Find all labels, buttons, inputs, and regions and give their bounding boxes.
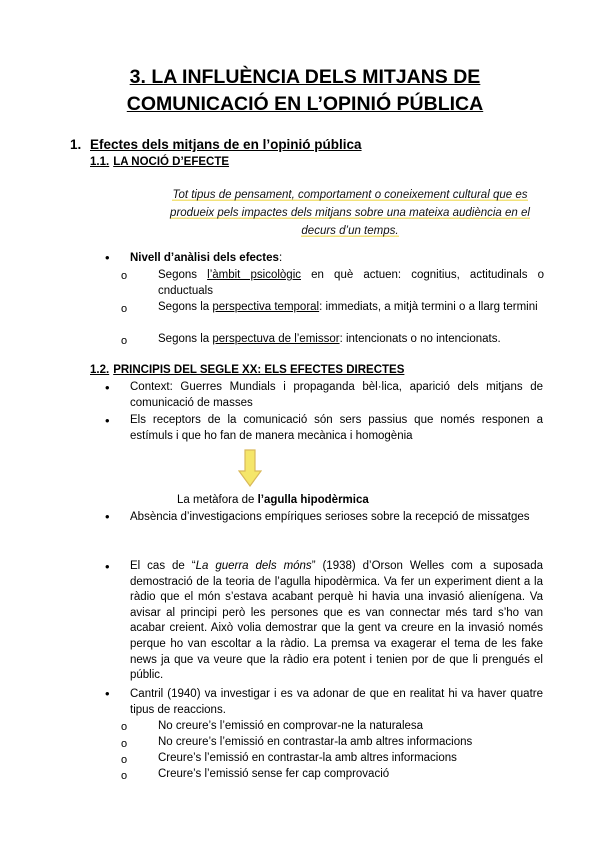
bullet-marker: • <box>105 380 110 395</box>
bullet-marker: • <box>105 686 110 701</box>
circle-marker: o <box>121 770 128 782</box>
circle-marker: o <box>121 738 128 750</box>
bullet-marker: • <box>105 559 110 574</box>
section-1-heading <box>70 136 362 153</box>
level-term: perspectiva temporal <box>212 301 320 313</box>
section-1-number: 1. <box>70 137 82 152</box>
page-title-line-2: COMUNICACIÓ EN L’OPINIÓ PÚBLICA <box>126 93 484 115</box>
circle-marker: o <box>121 721 128 733</box>
subsection-1-2-title: PRINCIPIS DEL SEGLE XX: ELS EFECTES DIRECTES <box>113 364 405 376</box>
cantril-bullet: Cantril (1940) va investigar i es va adonar de que en realitat hi va haver quatre tipus de reaccions. <box>130 688 543 716</box>
levels-colon: : <box>278 252 283 264</box>
level-item: Segons l’àmbit psicològic en què actuen: cognitius, actitudinals o cnductuals <box>158 269 544 297</box>
context-bullet: Context: Guerres Mundials i propaganda bèl·lica, aparició dels mitjans de comunicació de masses <box>130 381 543 409</box>
metaphor-term: l’agulla hipodèrmica <box>257 494 369 506</box>
quote-line-1: Tot tipus de pensament, comportament o coneixement cultural que es <box>172 189 528 201</box>
circle-marker: o <box>121 303 128 315</box>
subsection-1-1-title: LA NOCIÓ D’EFECTE <box>113 156 230 168</box>
level-term: perspectuva de l’emissor <box>212 333 340 345</box>
levels-label: Nivell d’anàlisi dels efectes <box>130 252 279 264</box>
circle-marker: o <box>121 335 128 347</box>
page-title-line-1: 3. LA INFLUÈNCIA DELS MITJANS DE <box>129 66 481 88</box>
work-title: La guerra dels móns <box>195 560 312 572</box>
circle-marker: o <box>121 754 128 766</box>
subsection-1-1-heading <box>90 155 229 170</box>
metaphor-line: La metàfora de l’agulla hipodèrmica <box>177 494 369 506</box>
subsection-1-1-number: 1.1. <box>90 156 110 168</box>
war-of-worlds-bullet: El cas de “La guerra dels móns” (1938) d’Orson Welles com a suposada demostració de la teoria de l’agulla hipodèrmica. Va fer un experiment dient a la ràdio que el món s’estava acabant perquè hi havia una invasió alienígena. Va avisar al principi però les persones que es van connectar més tard s’ho van acabar creient. Això volia demostrar que la gent va creure en la invasió només perque ho van escoltar a la ràdio. La premsa va exagerar el tema de les fake news ja que va veure que la ràdio era potent i tenien por de que li prengués el públic. <box>130 560 543 682</box>
reaction-item: Creure’s l’emissió sense fer cap comprovació <box>158 768 390 780</box>
section-1-title: Efectes dels mitjans de en l’opinió pública <box>90 137 362 152</box>
reaction-item: No creure’s l’emissió en comprovar-ne la naturalesa <box>158 720 424 732</box>
definition-quote <box>165 186 535 240</box>
quote-line-3: decurs d’un temps. <box>301 225 399 237</box>
circle-marker: o <box>121 270 128 282</box>
subsection-1-2-heading <box>90 363 404 378</box>
bullet-marker: • <box>105 250 110 265</box>
level-term: l’àmbit psicològic <box>207 269 301 281</box>
level-item: Segons la perspectiva temporal: immediats, a mitjà termini o a llarg termini <box>158 301 538 313</box>
down-arrow-icon <box>238 449 262 487</box>
receptors-bullet: Els receptors de la comunicació són sers passius que només responen a estímuls i que ho fan de manera mecànica i homogènia <box>130 414 543 442</box>
levels-heading <box>130 251 542 267</box>
quote-line-2: produeix pels impactes dels mitjans sobre una mateixa audiència en el <box>170 207 530 219</box>
reaction-item: No creure’s l’emissió en contrastar-la amb altres informacions <box>158 736 473 748</box>
level-item: Segons la perspectuva de l’emissor: intencionats o no intencionats. <box>158 333 501 345</box>
bullet-marker: • <box>105 509 110 524</box>
reaction-item: Creure’s l’emissió en contrastar-la amb altres informacions <box>158 752 457 764</box>
bullet-marker: • <box>105 413 110 428</box>
subsection-1-2-number: 1.2. <box>90 364 110 376</box>
investigations-bullet: Absència d’investigacions empíriques serioses sobre la recepció de missatges <box>130 511 530 523</box>
